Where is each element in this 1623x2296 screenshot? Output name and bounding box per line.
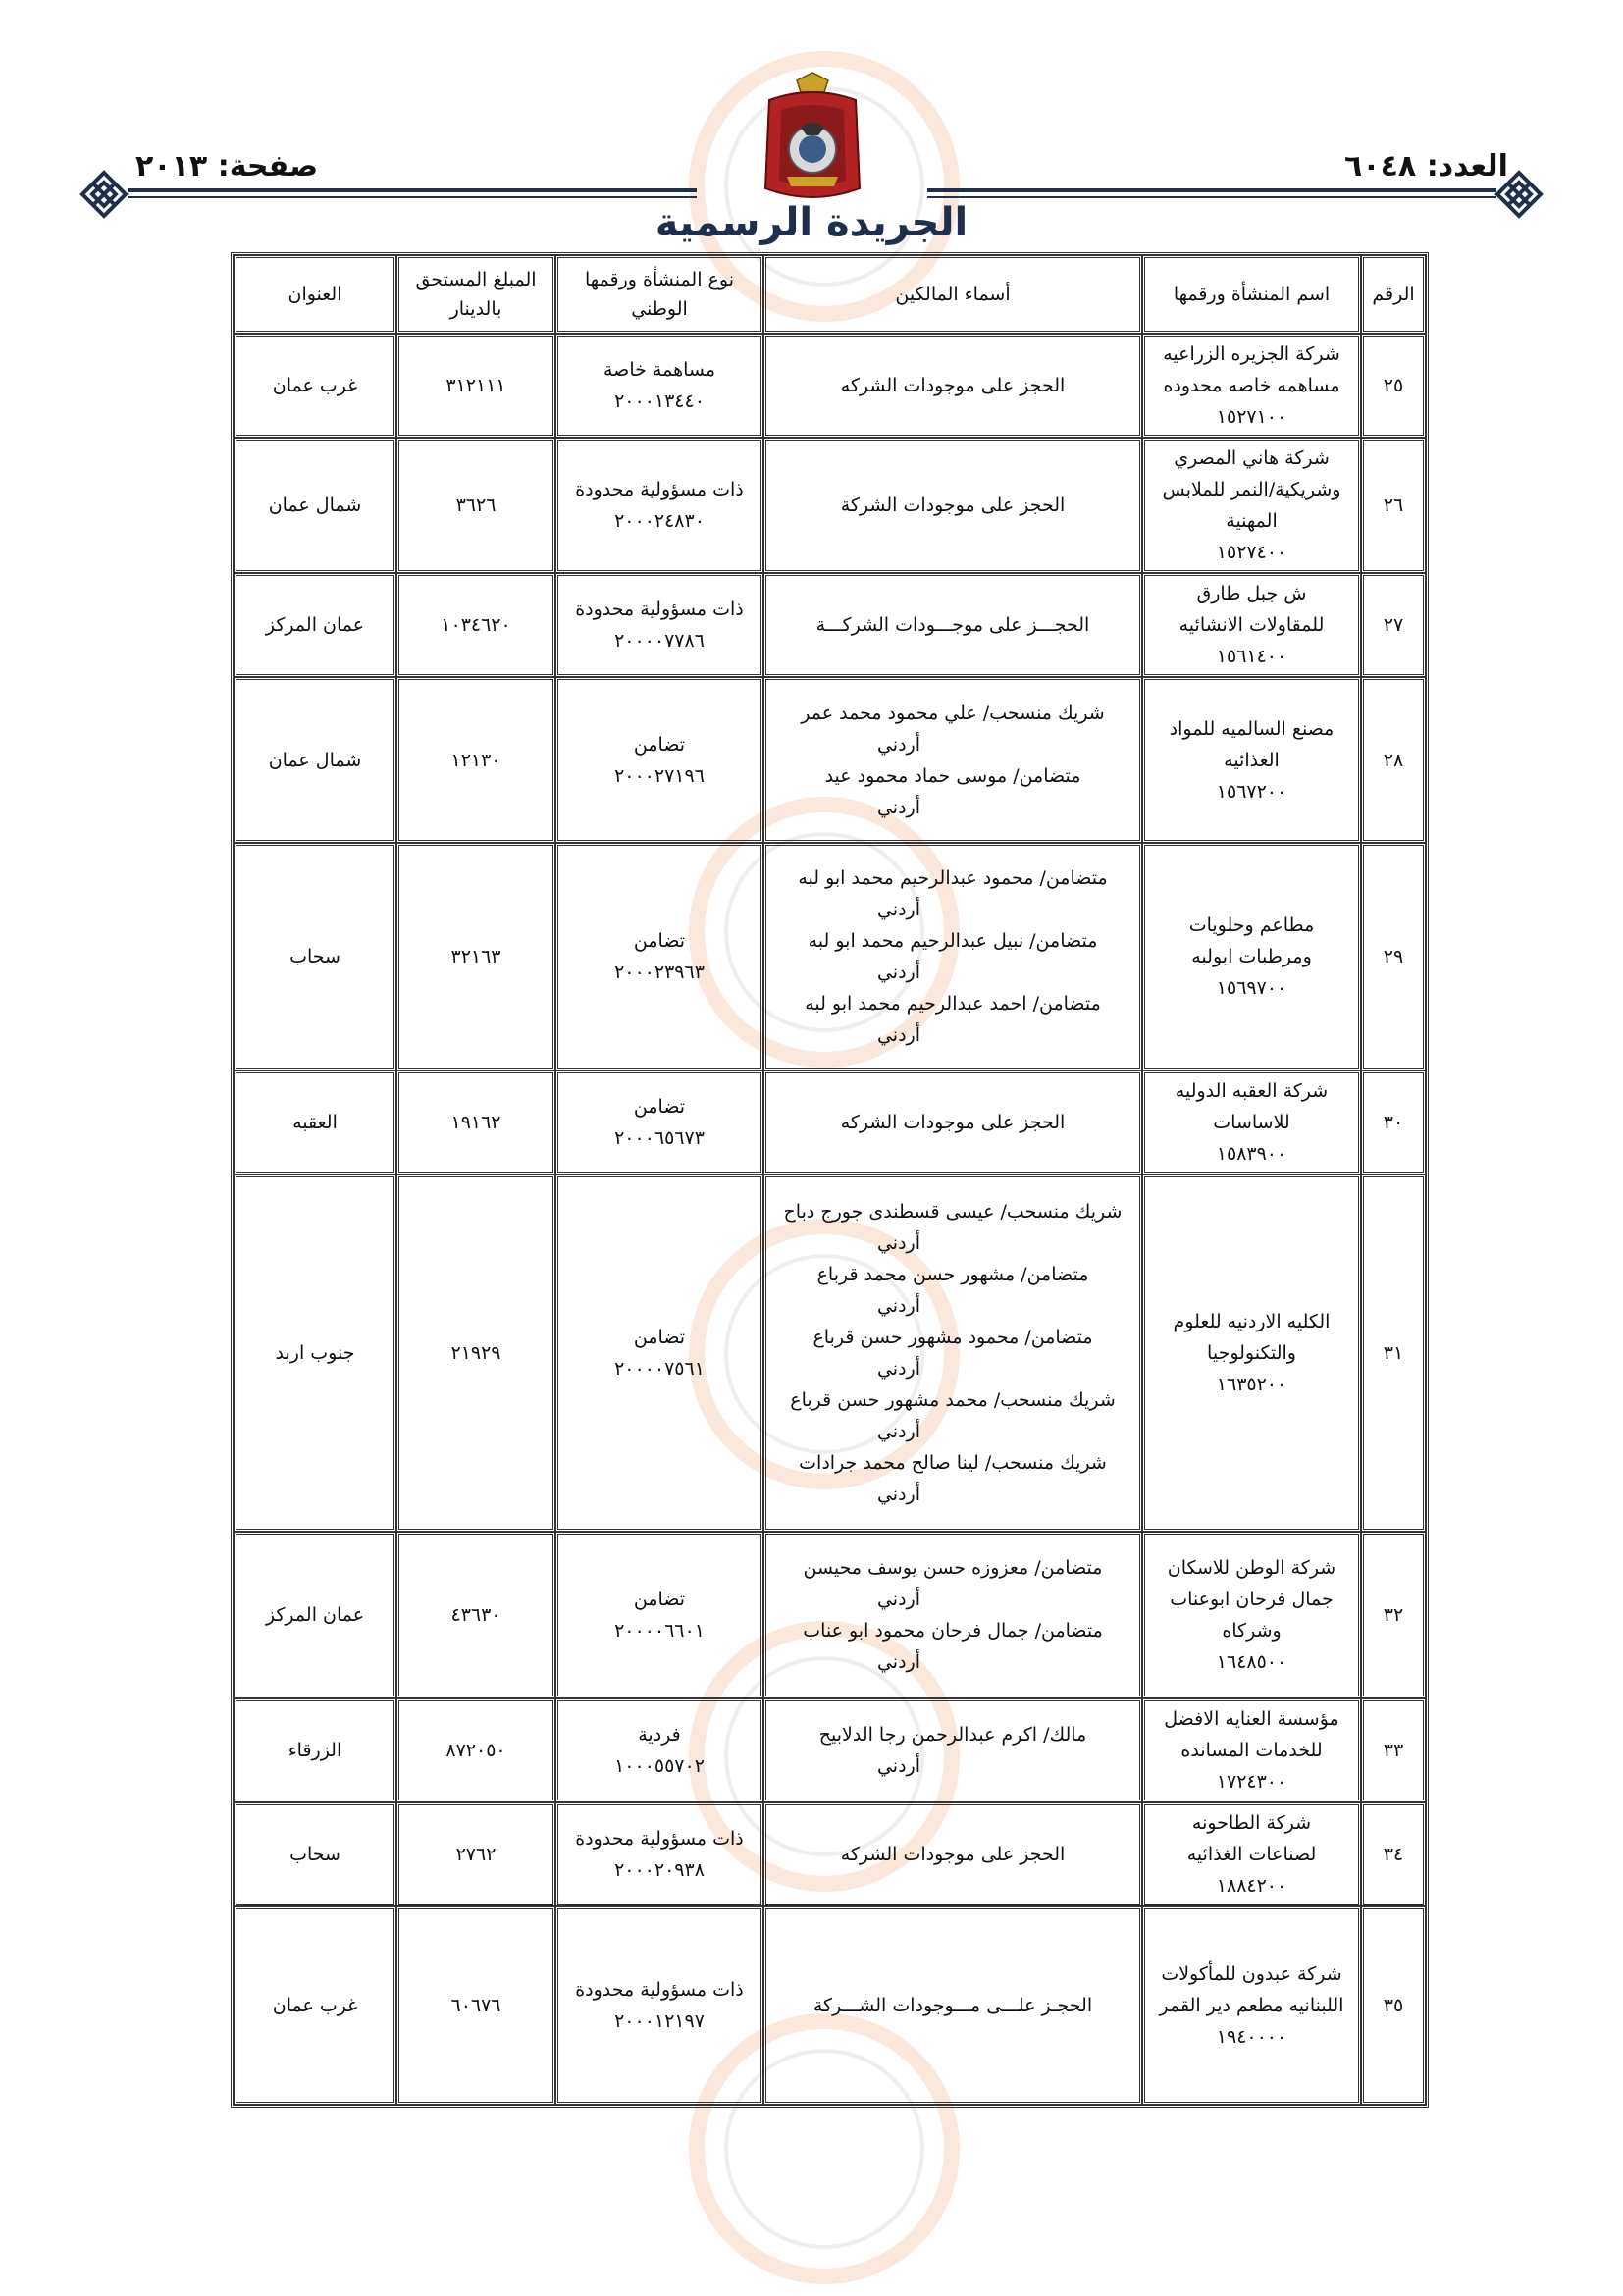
cell-owners: الحجـــز على موجـــودات الشركـــة [763, 573, 1142, 677]
cell-num: ٣٤ [1361, 1802, 1426, 1906]
cell-amount: ٦٠٦٧٦ [396, 1906, 555, 2105]
header-type: نوع المنشأة ورقمها الوطني [555, 255, 763, 334]
cell-type: ذات مسؤولية محدودة ٢٠٠٠٠٧٧٨٦ [555, 573, 763, 677]
cell-owners: متضامن/ محمود عبدالرحيم محمد ابو لبه أردني متضامن/ نبيل عبدالرحيم محمد ابو لبه أردني متضامن/ احمد عبدالرحيم محمد ابو لبه أردني [763, 843, 1142, 1070]
table-row [234, 334, 1426, 438]
cell-owners: شريك منسحب/ علي محمود محمد عمر أردني متضامن/ موسى حماد محمود عيد أردني [763, 677, 1142, 843]
cell-owners: شريك منسحب/ عيسى قسطندى جورج دباح أردني متضامن/ مشهور حسن محمد قرباع أردني متضامن/ محمود مشهور حسن قرباع أردني شريك منسحب/ محمد مشهور حسن قرباع أردني شريك منسحب/ لينا صالح محمد جرادات أردني [763, 1174, 1142, 1532]
cell-num: ٣٣ [1361, 1698, 1426, 1802]
cell-name: مصنع السالميه للمواد الغذائيه ١٥٦٧٢٠٠ [1142, 677, 1361, 843]
cell-address: عمان المركز [234, 1532, 396, 1698]
cell-owners: الحجز على موجودات الشركه [763, 1802, 1142, 1906]
table-row [234, 1802, 1426, 1906]
header-address: العنوان [234, 255, 396, 334]
cell-owners: متضامن/ معزوزه حسن يوسف محيسن أردني متضامن/ جمال فرحان محمود ابو عناب أردني [763, 1532, 1142, 1698]
cell-address: العقبه [234, 1070, 396, 1174]
table-row [234, 1070, 1426, 1174]
cell-name: شركة الوطن للاسكان جمال فرحان ابوعناب وشركاه ١٦٤٨٥٠٠ [1142, 1532, 1361, 1698]
cell-address: عمان المركز [234, 573, 396, 677]
cell-type: تضامن ٢٠٠٠٢٧١٩٦ [555, 677, 763, 843]
cell-num: ٢٨ [1361, 677, 1426, 843]
cell-amount: ٣٦٢٦ [396, 438, 555, 573]
table-row [234, 677, 1426, 843]
cell-address: سحاب [234, 1802, 396, 1906]
cell-address: جنوب اربد [234, 1174, 396, 1532]
cell-address: غرب عمان [234, 334, 396, 438]
cell-type: ذات مسؤولية محدودة ٢٠٠٠٢٠٩٣٨ [555, 1802, 763, 1906]
cell-owners: الحجـز علـــى مـــوجودات الشـــركة [763, 1906, 1142, 2105]
cell-type: تضامن ٢٠٠٠٦٥٦٧٣ [555, 1070, 763, 1174]
cell-owners: الحجز على موجودات الشركه [763, 1070, 1142, 1174]
cell-type: فردية ١٠٠٠٥٥٧٠٢ [555, 1698, 763, 1802]
table-header-row [234, 255, 1426, 334]
cell-name: مؤسسة العنايه الافضل للخدمات المسانده ١٧٢٤٣٠٠ [1142, 1698, 1361, 1802]
cell-num: ٢٩ [1361, 843, 1426, 1070]
header-name: اسم المنشأة ورقمها [1142, 255, 1361, 334]
cell-name: مطاعم وحلويات ومرطبات ابولبه ١٥٦٩٧٠٠ [1142, 843, 1361, 1070]
cell-num: ٣٥ [1361, 1906, 1426, 2105]
cell-owners: الحجز على موجودات الشركه [763, 334, 1142, 438]
issue-number: العدد: ٦٠٤٨ [1344, 149, 1508, 183]
cell-type: تضامن ٢٠٠٠٢٣٩٦٣ [555, 843, 763, 1070]
cell-num: ٣١ [1361, 1174, 1426, 1532]
cell-name: شركة عبدون للمأكولات اللبنانيه مطعم دير القمر ١٩٤٠٠٠٠ [1142, 1906, 1361, 2105]
cell-amount: ١٠٣٤٦٢٠ [396, 573, 555, 677]
header-rule [128, 188, 697, 192]
header-rule [927, 188, 1496, 192]
header-rule [927, 196, 1496, 198]
header-rule [128, 196, 697, 198]
cell-owners: مالك/ اكرم عبدالرحمن رجا الدلابيح أردني [763, 1698, 1142, 1802]
companies-table [231, 252, 1429, 2108]
gazette-title: الجريدة الرسمية [654, 200, 969, 245]
cell-type: تضامن ٢٠٠٠٠٧٥٦١ [555, 1174, 763, 1532]
table-row [234, 1174, 1426, 1532]
header-owners: أسماء المالكين [763, 255, 1142, 334]
cell-name: شركة الطاحونه لصناعات الغذائيه ١٨٨٤٢٠٠ [1142, 1802, 1361, 1906]
header-amount: المبلغ المستحق بالدينار [396, 255, 555, 334]
cell-name: ش جبل طارق للمقاولات الانشائيه ١٥٦١٤٠٠ [1142, 573, 1361, 677]
cell-type: تضامن ٢٠٠٠٠٦٦٠١ [555, 1532, 763, 1698]
cell-amount: ٨٧٢٠٥٠ [396, 1698, 555, 1802]
cell-num: ٢٥ [1361, 334, 1426, 438]
coat-of-arms-icon [758, 71, 867, 208]
table-row [234, 1906, 1426, 2105]
cell-owners: الحجز على موجودات الشركة [763, 438, 1142, 573]
cell-amount: ١٢١٣٠ [396, 677, 555, 843]
page-number: صفحة: ٢٠١٣ [135, 149, 319, 183]
table-row [234, 573, 1426, 677]
cell-amount: ٣١٢١١١ [396, 334, 555, 438]
cell-amount: ١٩١٦٢ [396, 1070, 555, 1174]
cell-num: ٢٧ [1361, 573, 1426, 677]
cell-num: ٣٠ [1361, 1070, 1426, 1174]
cell-address: الزرقاء [234, 1698, 396, 1802]
header-num: الرقم [1361, 255, 1426, 334]
cell-amount: ٣٢١٦٣ [396, 843, 555, 1070]
table-row [234, 1698, 1426, 1802]
table-row [234, 1532, 1426, 1698]
cell-name: شركة الجزيره الزراعيه مساهمه خاصه محدوده ١٥٢٧١٠٠ [1142, 334, 1361, 438]
table-row [234, 438, 1426, 573]
table-row [234, 843, 1426, 1070]
cell-num: ٣٢ [1361, 1532, 1426, 1698]
cell-amount: ٤٣٦٣٠ [396, 1532, 555, 1698]
cell-type: ذات مسؤولية محدودة ٢٠٠٠١٢١٩٧ [555, 1906, 763, 2105]
cell-address: سحاب [234, 843, 396, 1070]
cell-amount: ٢٧٦٢ [396, 1802, 555, 1906]
cell-name: شركة العقبه الدوليه للاساسات ١٥٨٣٩٠٠ [1142, 1070, 1361, 1174]
cell-address: غرب عمان [234, 1906, 396, 2105]
cell-num: ٢٦ [1361, 438, 1426, 573]
cell-name: شركة هاني المصري وشريكية/النمر للملابس المهنية ١٥٢٧٤٠٠ [1142, 438, 1361, 573]
cell-address: شمال عمان [234, 438, 396, 573]
cell-address: شمال عمان [234, 677, 396, 843]
cell-amount: ٢١٩٢٩ [396, 1174, 555, 1532]
cell-name: الكليه الاردنيه للعلوم والتكنولوجيا ١٦٣٥٢٠٠ [1142, 1174, 1361, 1532]
cell-type: ذات مسؤولية محدودة ٢٠٠٠٢٤٨٣٠ [555, 438, 763, 573]
cell-type: مساهمة خاصة ٢٠٠٠١٣٤٤٠ [555, 334, 763, 438]
